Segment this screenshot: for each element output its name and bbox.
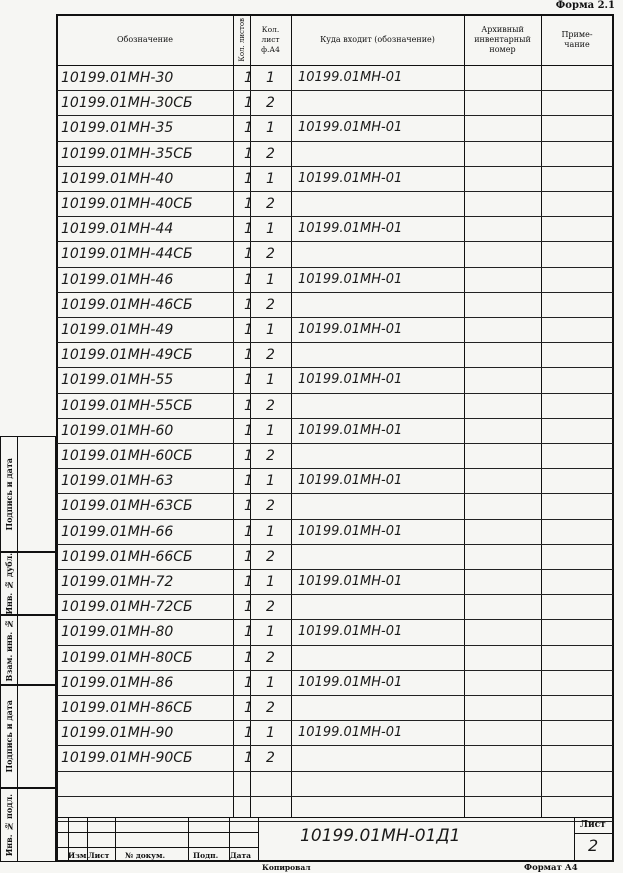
side-box — [18, 615, 56, 685]
row-sheets-a4: 1 — [266, 624, 275, 641]
copied-by: Копировал — [262, 863, 311, 872]
side-replace-inv: Взам. инв. № — [0, 615, 18, 685]
row-sheets-a4: 1 — [266, 473, 275, 490]
format-label: Формат А4 — [524, 863, 578, 873]
row-sheets-a4: 1 — [266, 322, 275, 338]
row-designation: 10199.01МН-86СБ — [61, 700, 193, 716]
side-box — [18, 788, 56, 862]
row-used-in: 10199.01МН-01 — [298, 120, 403, 136]
form-number: Форма 2.1 — [555, 0, 615, 11]
row-sheets-count: 1 — [244, 246, 253, 263]
row-sheets-count: 1 — [244, 347, 253, 364]
row-sheets-count: 1 — [244, 624, 253, 641]
row-used-in: 10199.01МН-01 — [298, 271, 403, 287]
row-used-in: 10199.01МН-01 — [298, 322, 403, 337]
row-used-in: 10199.01МН-01 — [298, 422, 403, 438]
row-sheets-count: 1 — [244, 322, 253, 338]
row-designation: 10199.01МН-90 — [61, 725, 174, 742]
row-sheets-a4: 2 — [266, 196, 275, 212]
row-designation: 10199.01МН-49СБ — [61, 347, 193, 364]
row-sheets-a4: 1 — [266, 523, 275, 540]
row-sheets-count: 1 — [244, 271, 253, 288]
side-box — [18, 436, 56, 552]
row-used-in: 10199.01МН-01 — [298, 70, 403, 85]
row-sheets-a4: 1 — [266, 170, 275, 187]
row-sheets-a4: 2 — [266, 498, 275, 515]
row-designation: 10199.01МН-63СБ — [61, 498, 193, 515]
header-archive-no: Архивный инвентарный номер — [464, 14, 541, 66]
row-sheets-a4: 1 — [266, 725, 275, 742]
side-box — [18, 552, 56, 615]
row-sheets-a4: 1 — [266, 120, 275, 137]
row-designation: 10199.01МН-72 — [61, 574, 174, 590]
title-list: Лист — [88, 851, 110, 860]
row-used-in: 10199.01МН-01 — [298, 473, 403, 489]
row-sheets-a4: 2 — [266, 397, 275, 414]
title-izm: Изм — [68, 851, 87, 860]
row-sheets-count: 1 — [244, 574, 253, 590]
row-designation: 10199.01МН-63 — [61, 473, 174, 490]
row-sheets-a4: 2 — [266, 649, 275, 666]
row-designation: 10199.01МН-35 — [61, 120, 174, 137]
row-sheets-count: 1 — [244, 70, 253, 86]
row-sheets-count: 1 — [244, 700, 253, 716]
sheet-number: 2 — [588, 836, 599, 855]
row-sheets-a4: 2 — [266, 700, 275, 716]
side-dupl-inv: Инв. № дубл. — [0, 552, 18, 615]
title-block-divider — [574, 833, 613, 834]
side-sign-date-top: Подпись и дата — [0, 436, 18, 552]
row-sheets-a4: 2 — [266, 95, 275, 112]
row-used-in: 10199.01МН-01 — [298, 624, 403, 640]
header-sheets-count: Кол. листов — [233, 14, 250, 66]
row-sheets-count: 1 — [244, 725, 253, 742]
row-designation: 10199.01МН-46СБ — [61, 296, 193, 313]
title-block-grid-line — [188, 817, 189, 862]
title-doc-no: № докум. — [125, 851, 166, 860]
table-row-empty — [57, 772, 613, 797]
row-used-in: 10199.01МН-01 — [298, 725, 403, 741]
row-sheets-a4: 1 — [266, 674, 275, 691]
header-note: Приме-чание — [541, 14, 613, 66]
row-designation: 10199.01МН-66 — [61, 523, 174, 540]
row-sheets-count: 1 — [244, 599, 253, 616]
row-designation: 10199.01МН-49 — [61, 322, 174, 338]
row-sheets-count: 1 — [244, 750, 253, 767]
row-sheets-count: 1 — [244, 548, 253, 565]
row-sheets-a4: 1 — [266, 422, 275, 439]
row-sheets-a4: 2 — [266, 750, 275, 767]
row-sheets-a4: 2 — [266, 599, 275, 616]
side-box — [18, 685, 56, 788]
row-designation: 10199.01МН-55 — [61, 372, 174, 389]
row-sheets-count: 1 — [244, 372, 253, 389]
row-sheets-a4: 2 — [266, 145, 275, 162]
row-sheets-count: 1 — [244, 221, 253, 238]
row-sheets-count: 1 — [244, 649, 253, 666]
row-used-in: 10199.01МН-01 — [298, 523, 403, 539]
row-designation: 10199.01МН-35СБ — [61, 145, 193, 162]
row-sheets-count: 1 — [244, 473, 253, 490]
row-sheets-a4: 2 — [266, 548, 275, 565]
row-designation: 10199.01МН-66СБ — [61, 548, 193, 565]
row-used-in: 10199.01МН-01 — [298, 372, 403, 388]
row-sheets-count: 1 — [244, 95, 253, 112]
row-sheets-count: 1 — [244, 397, 253, 414]
row-designation: 10199.01МН-60 — [61, 422, 174, 439]
row-designation: 10199.01МН-40СБ — [61, 196, 193, 212]
row-designation: 10199.01МН-30 — [61, 70, 174, 86]
row-sheets-a4: 2 — [266, 246, 275, 263]
row-used-in: 10199.01МН-01 — [298, 574, 403, 589]
row-sheets-count: 1 — [244, 422, 253, 439]
title-block-divider — [574, 817, 575, 862]
row-sheets-count: 1 — [244, 145, 253, 162]
row-designation: 10199.01МН-80СБ — [61, 649, 193, 666]
row-used-in: 10199.01МН-01 — [298, 170, 403, 186]
row-used-in: 10199.01МН-01 — [298, 674, 403, 690]
row-sheets-a4: 1 — [266, 221, 275, 238]
row-sheets-count: 1 — [244, 296, 253, 313]
row-designation: 10199.01МН-40 — [61, 170, 174, 187]
header-designation: Обозначение — [57, 14, 233, 66]
row-sheets-a4: 2 — [266, 296, 275, 313]
row-used-in: 10199.01МН-01 — [298, 221, 403, 237]
row-sheets-count: 1 — [244, 120, 253, 137]
title-date: Дата — [230, 851, 252, 860]
row-sheets-a4: 2 — [266, 448, 275, 464]
row-designation: 10199.01МН-72СБ — [61, 599, 193, 616]
row-designation: 10199.01МН-30СБ — [61, 95, 193, 112]
row-designation: 10199.01МН-44СБ — [61, 246, 193, 263]
row-designation: 10199.01МН-60СБ — [61, 448, 193, 464]
row-sheets-count: 1 — [244, 196, 253, 212]
title-block-grid-line — [115, 817, 116, 862]
document-designation: 10199.01МН-01Д1 — [300, 826, 461, 846]
side-sign-date-bottom: Подпись и дата — [0, 685, 18, 788]
row-sheets-a4: 1 — [266, 271, 275, 288]
row-sheets-a4: 1 — [266, 70, 275, 86]
sheet-label: Лист — [580, 820, 606, 830]
row-designation: 10199.01МН-86 — [61, 674, 174, 691]
row-sheets-count: 1 — [244, 674, 253, 691]
header-used-in: Куда входит (обозначение) — [291, 14, 464, 66]
row-sheets-count: 1 — [244, 498, 253, 515]
row-sheets-count: 1 — [244, 170, 253, 187]
row-designation: 10199.01МН-90СБ — [61, 750, 193, 767]
row-designation: 10199.01МН-44 — [61, 221, 174, 238]
row-sheets-a4: 2 — [266, 347, 275, 364]
title-block-divider — [258, 817, 259, 862]
row-sheets-count: 1 — [244, 523, 253, 540]
side-orig-inv: Инв. № подл. — [0, 788, 18, 862]
header-sheets-a4: Кол. лист ф.А4 — [250, 14, 291, 66]
row-sheets-count: 1 — [244, 448, 253, 464]
row-designation: 10199.01МН-55СБ — [61, 397, 193, 414]
row-designation: 10199.01МН-80 — [61, 624, 174, 641]
row-sheets-a4: 1 — [266, 574, 275, 590]
title-sign: Подп. — [193, 851, 219, 860]
row-sheets-a4: 1 — [266, 372, 275, 389]
row-designation: 10199.01МН-46 — [61, 271, 174, 288]
